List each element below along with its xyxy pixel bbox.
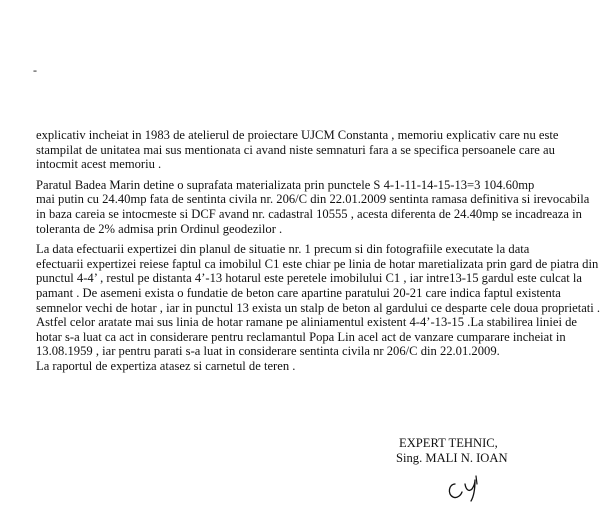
handwritten-signature bbox=[445, 470, 507, 506]
text-line: mai putin cu 24.40mp fata de sentinta civila nr. 206/C din 22.01.2009 sentinta ramasa definitiva si irevocabila bbox=[36, 192, 590, 207]
text-line: intocmit acest memoriu . bbox=[36, 157, 162, 172]
paragraph-expertiza bbox=[36, 242, 601, 359]
text-line: efectuarii expertizei reiese faptul ca imobilul C1 este chiar pe linia de hotar maretializata prin gard de piatra din bbox=[36, 256, 599, 271]
signature-title: EXPERT TEHNIC, bbox=[399, 436, 498, 450]
text-line: punctul 4-4’ , restul pe distanta 4’-13 hotarul este peretele imobilului C1 , iar intre13-15 gardul este culcat la bbox=[36, 271, 583, 286]
text-line: in baza careia se intocmeste si DCF avand nr. cadastral 10555 , acesta diferenta de 24.40mp se incadreaza in bbox=[36, 206, 582, 221]
paragraph-anexa bbox=[36, 359, 596, 374]
signature-name: Sing. MALI N. IOAN bbox=[396, 451, 508, 465]
stray-mark: - bbox=[33, 63, 37, 77]
text-line: Astfel celor aratate mai sus linia de hotar ramane pe aliniamentul existent 4-4’-13-15 .La stabilirea liniei de bbox=[36, 315, 577, 330]
paragraph-memoriu bbox=[36, 128, 596, 172]
paragraph-suprafata bbox=[36, 178, 596, 236]
text-line: Paratul Badea Marin detine o suprafata materializata prin punctele S 4-1-11-14-15-13=3 104.60mp bbox=[36, 177, 535, 192]
text-line: stampilat de unitatea mai sus mentionata ci avand niste semnaturi fara a se specifica persoanele care au bbox=[36, 142, 555, 157]
text-line: La raportul de expertiza atasez si carnetul de teren . bbox=[36, 358, 296, 373]
text-line: 13.08.1959 , iar pentru parati s-a luat in considerare sentinta civila nr 206/C din 22.01.2009. bbox=[36, 344, 500, 359]
text-line: explicativ incheiat in 1983 de atelierul de proiectare UJCM Constanta , memoriu explicativ care nu este bbox=[36, 128, 559, 142]
text-line: hotar s-a luat ca act in considerare pentru reclamantul Popa Lin acel act de vanzare cumparare incheiat in bbox=[36, 329, 566, 344]
text-line: pamant . De asemeni exista o fundatie de beton care apartine paratului 20-21 care indica faptul existenta bbox=[36, 285, 561, 300]
text-line: semnelor vechi de hotar , iar in punctul 13 exista un stalp de beton al gardului ce desparte cele doua proprietati . bbox=[36, 300, 601, 315]
text-line: toleranta de 2% admisa prin Ordinul geodezilor . bbox=[36, 221, 283, 236]
signature-block bbox=[396, 436, 508, 466]
document-body bbox=[36, 128, 601, 374]
text-line: La data efectuarii expertizei din planul de situatie nr. 1 precum si din fotografiile executate la data bbox=[36, 242, 530, 257]
